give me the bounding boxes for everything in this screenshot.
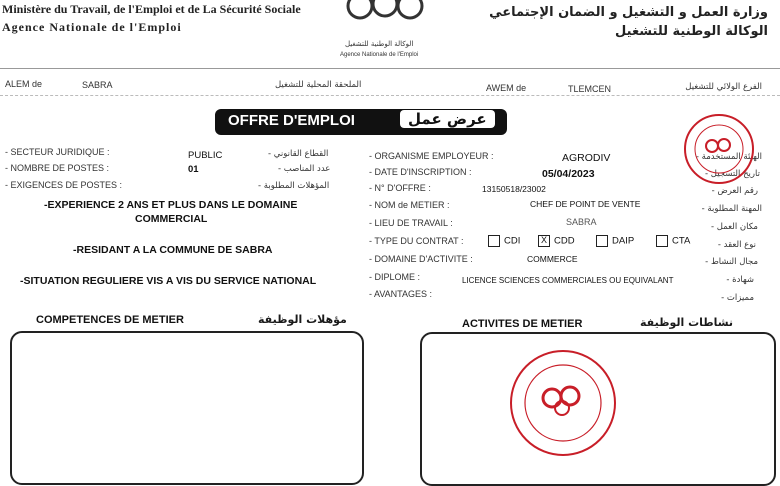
nombre-postes-value: 01 <box>188 164 199 175</box>
domaine-activite-label: - DOMAINE D'ACTIVITE : <box>369 254 473 264</box>
contract-daip-checkbox[interactable] <box>596 235 608 247</box>
exigences-postes-label-ar: المؤهلات المطلوبة - <box>258 181 330 191</box>
numero-offre-label-ar: رقم العرض - <box>711 186 758 196</box>
diplome-value: LICENCE SCIENCES COMMERCIALES OU EQUIVALANT <box>462 276 674 285</box>
secteur-juridique-label: - SECTEUR JURIDIQUE : <box>5 147 110 157</box>
contract-option-daip[interactable] <box>596 235 634 247</box>
alem-value: SABRA <box>82 80 113 90</box>
secteur-juridique-value: PUBLIC <box>188 150 223 161</box>
date-inscription-value: 05/04/2023 <box>542 168 595 180</box>
date-inscription-label: - DATE D'INSCRIPTION : <box>369 167 472 177</box>
awem-label: AWEM de <box>486 83 527 93</box>
contract-cdd-checkbox[interactable]: X <box>538 235 550 247</box>
competences-title: COMPETENCES DE METIER <box>36 314 184 326</box>
lieu-travail-value: SABRA <box>566 217 597 227</box>
date-inscription-label-ar: تاريخ التسجيل - <box>705 169 760 179</box>
contract-cdi-checkbox[interactable] <box>488 235 500 247</box>
activites-box <box>420 332 776 486</box>
office-divider <box>0 95 780 96</box>
nom-metier-label-ar: المهنة المطلوبة - <box>701 204 762 214</box>
anem-logo-icon <box>330 0 440 40</box>
requirement-experience-cont: COMMERCIAL <box>135 213 208 225</box>
type-contrat-label-ar: نوع العقد - <box>717 240 756 250</box>
exigences-postes-label: - EXIGENCES DE POSTES : <box>5 180 123 190</box>
domaine-activite-value: COMMERCE <box>527 254 578 264</box>
lieu-travail-label-ar: مكان العمل - <box>711 222 758 232</box>
contract-cdd-label: CDD <box>554 235 575 247</box>
activites-title-ar: نشاطات الوظيفة <box>640 316 734 329</box>
logo-caption-fr: Agence Nationale de l'Emploi <box>340 52 419 58</box>
type-contrat-label: - TYPE DU CONTRAT : <box>369 236 464 246</box>
official-stamp-top <box>684 114 754 184</box>
nom-metier-value: CHEF DE POINT DE VENTE <box>530 199 641 209</box>
title-ar: عرض عمل <box>400 110 495 128</box>
alem-label: ALEM de <box>5 79 43 89</box>
lieu-travail-label: - LIEU DE TRAVAIL : <box>369 218 453 228</box>
contract-option-cdi[interactable] <box>488 235 520 247</box>
contract-cta-checkbox[interactable] <box>656 235 668 247</box>
diplome-label: - DIPLOME : <box>369 272 421 282</box>
organisme-label-ar: الهيئة المستخدمة - <box>695 152 762 162</box>
numero-offre-value: 13150518/23002 <box>482 184 546 194</box>
requirement-national-service: -SITUATION REGULIERE VIS A VIS DU SERVICE NATIONAL <box>20 275 317 287</box>
logo-caption-ar: الوكالة الوطنية للتشغيل <box>345 40 414 48</box>
contract-daip-label: DAIP <box>612 235 635 247</box>
secteur-juridique-label-ar: القطاع القانوني - <box>268 149 329 159</box>
alem-label-ar: الملحقة المحلية للتشغيل <box>275 80 362 90</box>
organisme-value: AGRODIV <box>562 152 611 164</box>
contract-option-cdd[interactable] <box>538 235 575 247</box>
diplome-label-ar: شهادة - <box>726 275 754 285</box>
requirement-experience: -EXPERIENCE 2 ANS ET PLUS DANS LE DOMAINE <box>44 199 298 211</box>
contract-cdi-label: CDI <box>504 235 521 247</box>
organisme-label: - ORGANISME EMPLOYEUR : <box>369 151 494 161</box>
nom-metier-label: - NOM de METIER : <box>369 200 450 210</box>
domaine-activite-label-ar: مجال النشاط - <box>705 257 758 267</box>
competences-box <box>10 331 364 485</box>
ministry-name-ar: وزارة العمل و التشغيل و الضمان الإجتماعي <box>489 5 768 20</box>
contract-option-cta[interactable] <box>656 235 690 247</box>
agency-name-ar: الوكالة الوطنية للتشغيل <box>615 24 768 39</box>
anem-logo <box>330 0 440 45</box>
contract-cta-label: CTA <box>672 235 691 247</box>
nombre-postes-label: - NOMBRE DE POSTES : <box>5 163 110 173</box>
requirement-residence: -RESIDANT A LA COMMUNE DE SABRA <box>73 244 273 256</box>
awem-label-ar: الفرع الولائي للتشغيل <box>685 82 762 92</box>
awem-value: TLEMCEN <box>568 84 612 94</box>
header-divider <box>0 68 780 69</box>
numero-offre-label: - N° D'OFFRE : <box>369 183 431 193</box>
nombre-postes-label-ar: عدد المناصب - <box>278 164 331 174</box>
stamp-emblem-icon <box>686 116 752 182</box>
avantages-label-ar: مميزات - <box>721 293 754 303</box>
ministry-name-fr: Ministère du Travail, de l'Emploi et de La Sécurité Sociale <box>2 2 301 16</box>
competences-title-ar: مؤهلات الوظيفة <box>258 313 347 326</box>
agency-name-fr: Agence Nationale de l'Emploi <box>2 20 182 34</box>
avantages-label: - AVANTAGES : <box>369 289 433 299</box>
title-fr: OFFRE D'EMPLOI <box>228 112 355 129</box>
activites-title: ACTIVITES DE METIER <box>462 318 583 330</box>
